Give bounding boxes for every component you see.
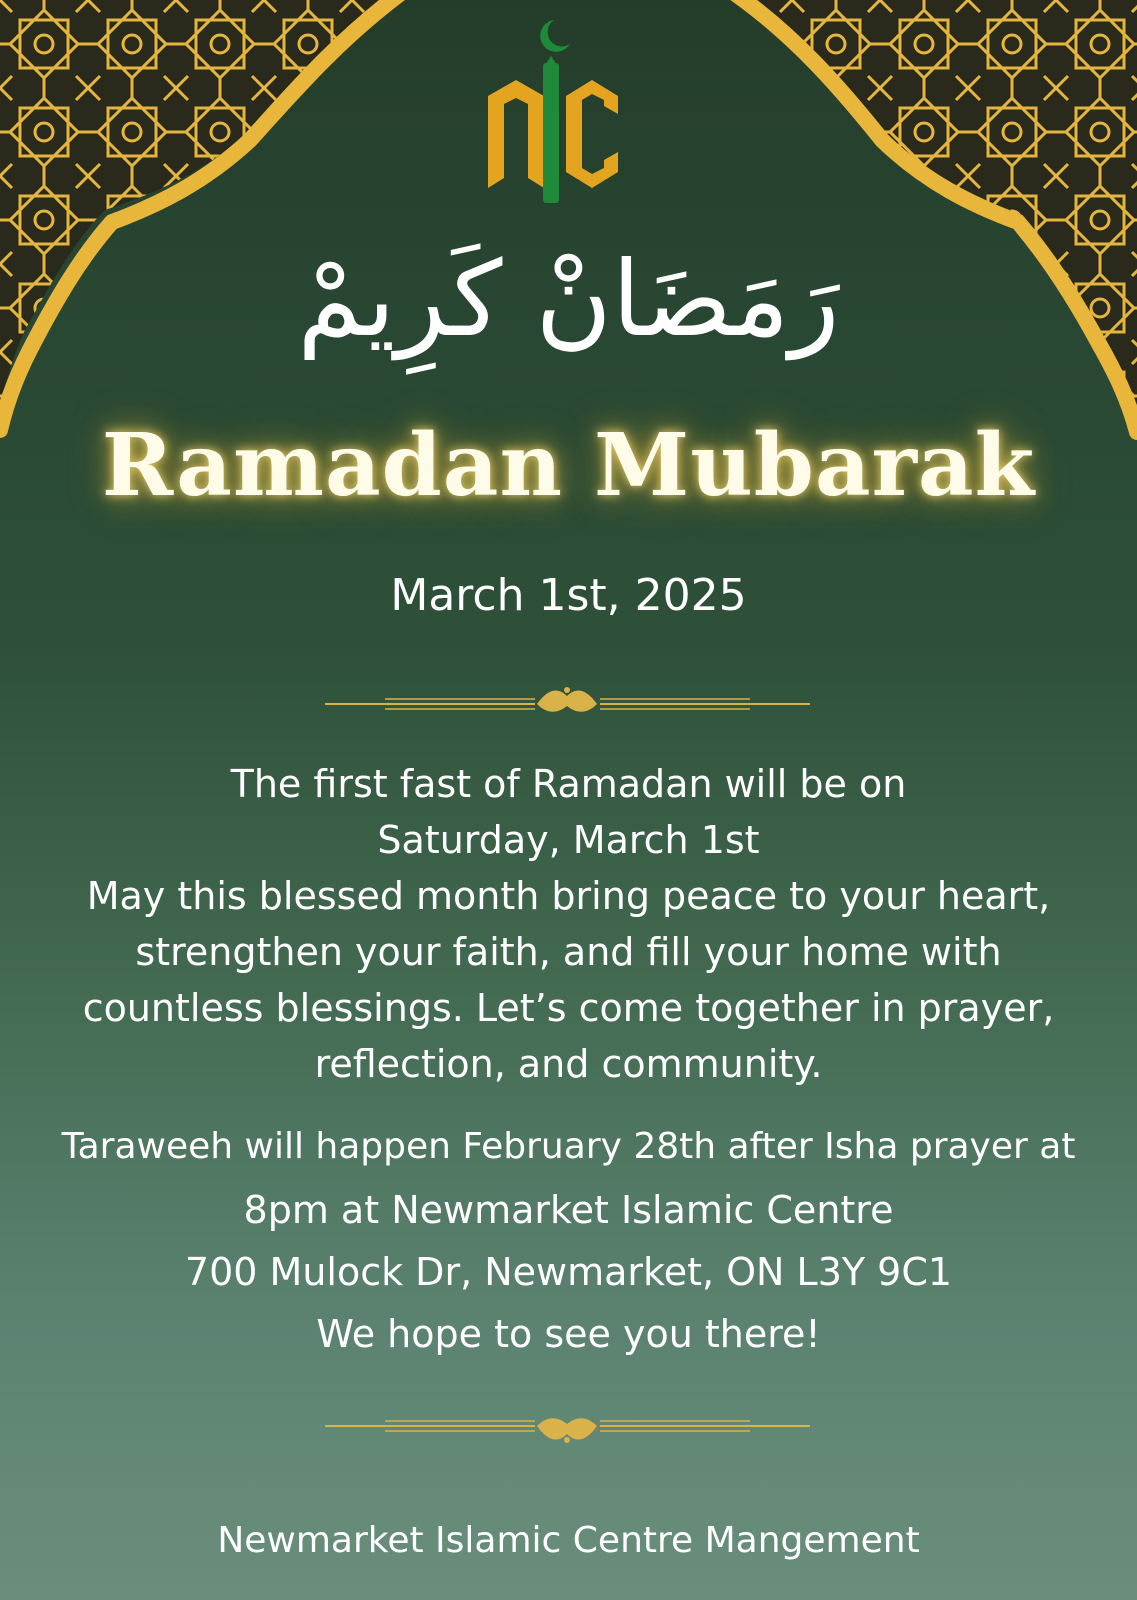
logo-minaret-mark (543, 56, 559, 203)
taraweeh-line: 8pm at Newmarket Islamic Centre (243, 1188, 894, 1232)
top-ornament-divider (325, 684, 810, 720)
crescent-icon (540, 20, 570, 52)
event-date: March 1st, 2025 (390, 570, 747, 621)
announcement-line: May this blessed month bring peace to your heart, (86, 874, 1051, 918)
taraweeh-line: Taraweeh will happen February 28th after Isha prayer at (61, 1126, 1076, 1167)
footer-signature: Newmarket Islamic Centre Mangement (217, 1520, 920, 1561)
logo-left-mark (488, 80, 544, 188)
announcement-line: countless blessings. Let’s come together in prayer, (82, 986, 1055, 1030)
announcement-line: The first fast of Ramadan will be on (230, 762, 907, 806)
announcement-line: Saturday, March 1st (377, 818, 760, 862)
announcement-line: strengthen your faith, and fill your home with (135, 930, 1002, 974)
taraweeh-closing: We hope to see you there! (316, 1312, 821, 1356)
centre-logo (480, 18, 630, 208)
announcement-line: reflection, and community. (314, 1042, 823, 1086)
title: Ramadan Mubarak (101, 415, 1036, 516)
arabic-calligraphy: رَمَضَانْ كَرِيمْ (297, 238, 840, 360)
bottom-ornament-divider (325, 1410, 810, 1446)
taraweeh-address: 700 Mulock Dr, Newmarket, ON L3Y 9C1 (184, 1250, 953, 1294)
logo-right-mark (566, 80, 618, 188)
